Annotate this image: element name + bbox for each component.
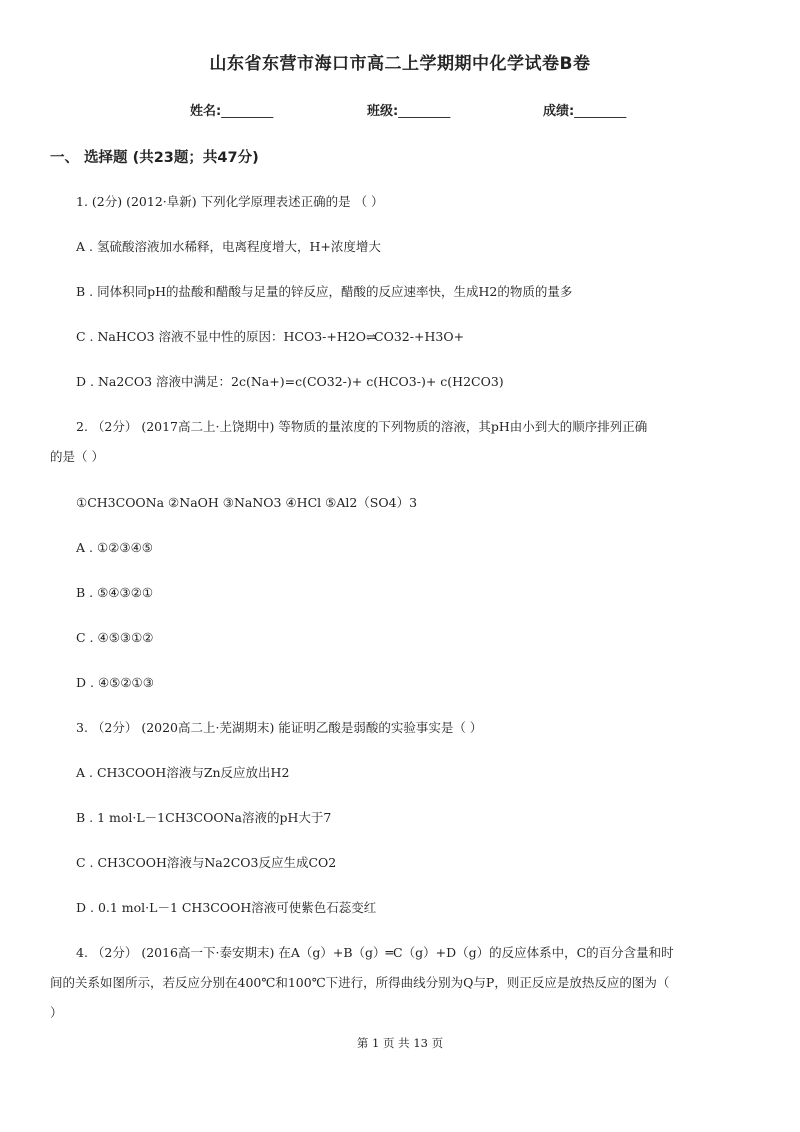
q2-stem-line1: 2. （2分） (2017高二上·上饶期中) 等物质的量浓度的下列物质的溶液，其pH由小到大的顺序排列正确 [76, 419, 648, 434]
q2-option-b: B . ⑤④③②① [76, 585, 154, 600]
page-footer: 第 1 页 共 13 页 [356, 1036, 444, 1050]
q3-option-c: C . CH3COOH溶液与Na2CO3反应生成CO2 [76, 855, 337, 870]
q2-option-c: C . ④⑤③①② [76, 630, 154, 645]
q4-stem-line1: 4. （2分） (2016高一下·泰安期末) 在A（g）+B（g）═C（g）+D（g）的反应体系中，C的百分含量和时 [76, 945, 674, 960]
q2-option-d: D . ④⑤②①③ [76, 675, 154, 690]
q2-stem-line2: 的是（ ） [50, 449, 104, 464]
section-heading: 一、 选择题 (共23题；共47分) [50, 150, 259, 166]
q3-option-a: A . CH3COOH溶液与Zn反应放出H2 [76, 765, 290, 780]
score-field [543, 100, 626, 119]
q3-stem: 3. （2分） (2020高二上·芜湖期末) 能证明乙酸是弱酸的实验事实是（ ） [76, 720, 483, 735]
q3-option-d: D . 0.1 mol·L－1 CH3COOH溶液可使紫色石蕊变红 [76, 900, 377, 915]
q1-stem: 1. (2分) (2012·阜新) 下列化学原理表述正确的是 （ ） [76, 194, 384, 209]
q1-option-c [76, 327, 464, 345]
name-blank: ________ [221, 104, 274, 119]
q1-option-c-post: CO32-+H3O+ [374, 329, 465, 344]
q3-option-b: B . 1 mol·L－1CH3COONa溶液的pH大于7 [76, 810, 332, 825]
name-field [190, 100, 273, 119]
equilibrium-arrow-icon: ⇌ [365, 330, 375, 344]
score-label: 成绩: [543, 104, 575, 119]
class-blank: ________ [398, 104, 451, 119]
q1-option-a: A . 氢硫酸溶液加水稀释，电离程度增大，H+浓度增大 [76, 239, 381, 254]
q2-option-a: A . ①②③④⑤ [76, 540, 153, 555]
class-field [367, 100, 450, 119]
class-label: 班级: [367, 104, 399, 119]
name-label: 姓名: [190, 104, 222, 119]
q1-option-d: D . Na2CO3 溶液中满足：2c(Na+)=c(CO32-)+ c(HCO3-)+ c(H2CO3) [76, 374, 504, 389]
exam-title: 山东省东营市海口市高二上学期期中化学试卷B卷 [209, 54, 591, 74]
score-blank: ________ [574, 104, 627, 119]
q4-stem-line2: 间的关系如图所示，若反应分别在400℃和100℃下进行，所得曲线分别为Q与P，则正反应是放热反应的图为（ [50, 975, 670, 990]
q2-items: ①CH3COONa ②NaOH ③NaNO3 ④HCl ⑤Al2（SO4）3 [76, 495, 418, 510]
q1-option-c-pre: C . NaHCO3 溶液不显中性的原因：HCO3-+H2O [76, 329, 366, 344]
q1-option-b: B . 同体积同pH的盐酸和醋酸与足量的锌反应，醋酸的反应速率快，生成H2的物质的量多 [76, 284, 573, 299]
q4-stem-line3: ） [50, 1005, 63, 1020]
